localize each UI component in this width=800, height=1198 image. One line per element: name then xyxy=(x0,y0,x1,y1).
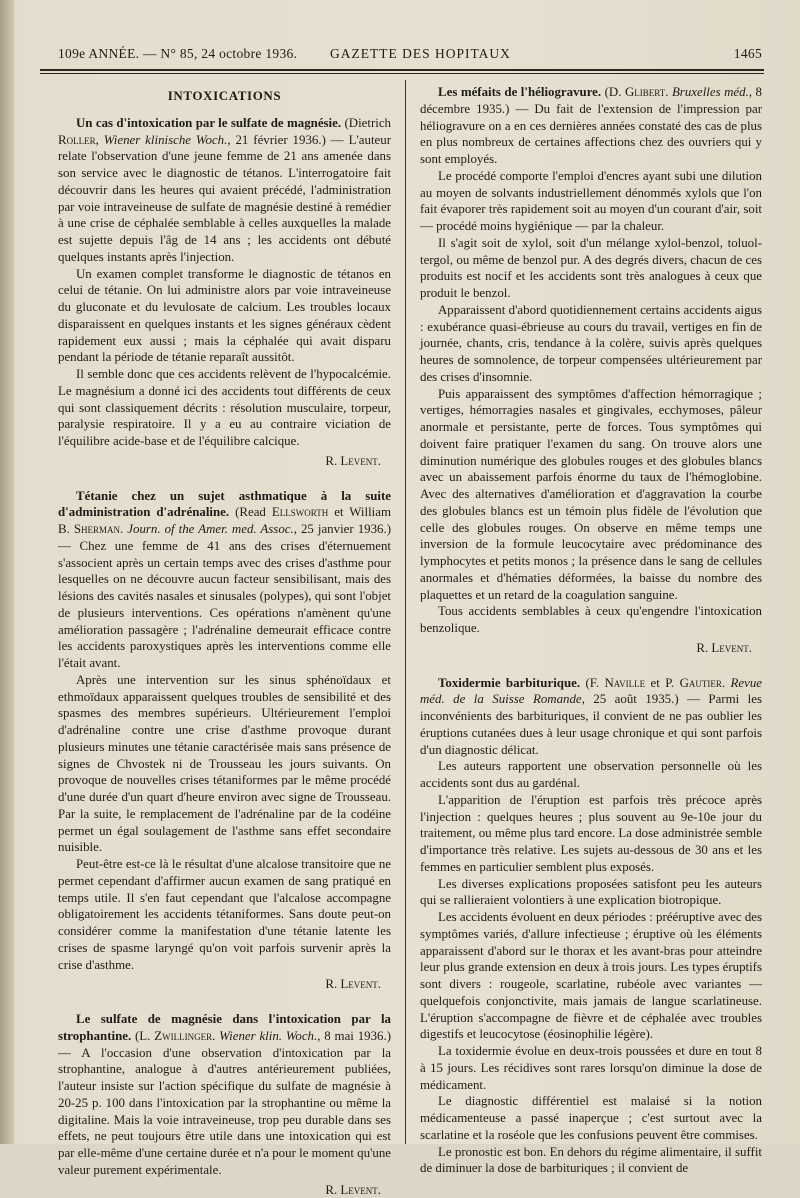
journal-name: GAZETTE DES HOPITAUX xyxy=(330,46,511,62)
article-paragraph: Apparaissent d'abord quotidiennement certains accidents aigus : exubérance quasi-ébrieuse au cours du travail, vertiges en fin de journée, chants, cris, tendance à la colère, suivis après quelques heures de somnolence, de torpeur compensées ultérieurement par des crises d'insomnie. xyxy=(420,302,762,386)
issue-info: 109e ANNÉE. — N° 85, 24 octobre 1936. xyxy=(58,46,297,62)
article-lead-paragraph: Toxidermie barbiturique. (F. Naville et P. Gautier. Revue méd. de la Suisse Romande, 25 août 1935.) — Parmi les inconvénients des barbituriques, il convient de ne pas oublier les éruptions cutanées dues à leur usage chronique et qui sont parfois d'un diagnostic délicat. xyxy=(420,675,762,759)
right-column xyxy=(420,84,762,1144)
article-author: Glibert xyxy=(625,85,665,99)
article-spacer xyxy=(420,657,762,675)
article-paragraph: Il semble donc que ces accidents relèvent de l'hypocalcémie. Le magnésium a donné ici des accidents tout différents de ceux qui sont classiquement décrits : résolution musculaire, torpeur, paralysie respiratoire. Il y a eu au contraire viciation de l'équilibre acide-base et de l'équilibre calcique. xyxy=(58,366,391,450)
article-spacer xyxy=(58,993,391,1011)
article-paragraph: Puis apparaissent des symptômes d'affection hémorragique ; vertiges, hémorragies nasales et gingivales, ecchymoses, pâleur anormale et persistante, perte de forces. Tous symptômes qui doivent faire pratiquer l'examen du sang. On trouve alors une diminution numérique des globules rouges et des globules blancs avec un abaissement parfois énorme du taux de l'hémoglobine. Avec des alternatives d'amélioration et d'aggravation la courbe des globules blancs est un témoin plus fidèle de l'évolution que celle des globules rouges. On observe en même temps une inversion de la formule leucocytaire avec prédominance des lymphocytes et petits monos ; la présence dans le sang de cellules anormales et d'hématies déformées, la baisse du nombre des plaquettes et un retard de la coagulation sanguine. xyxy=(420,386,762,604)
article-paragraph: L'apparition de l'éruption est parfois très précoce après l'injection : quelques heures ; plus souvent au 9e-10e jour du traitement, ou même plus tard encore. La dose administrée semble d'importance très relative. Les sujets au-dessous de 30 ans et les femmes en particulier semblent plus exposés. xyxy=(420,792,762,876)
column-divider xyxy=(405,80,406,1144)
article-paragraph: Le pronostic est bon. En dehors du régime alimentaire, il suffit de diminuer la dose de barbituriques ; il convient de xyxy=(420,1144,762,1178)
article-paragraph: Les accidents évoluent en deux périodes : prééruptive avec des symptômes variés, d'allure infectieuse ; éruptive où les éléments apparaissent d'abord sur le thorax et les avant-bras pour atteindre leur plus grande extension en deux à trois jours. Les types éruptifs sont divers : rougeole, scarlatine, rubéole avec variantes — quelquefois conjonctivite, mais jamais de langue scarlatineuse. L'éruption s'accompagne de fièvre et de céphalée avec troubles digestifs et leucocytose (éosinophilie légère). xyxy=(420,909,762,1043)
article xyxy=(58,115,391,470)
signature-name: R. Levent. xyxy=(325,454,381,468)
article-signature xyxy=(420,640,752,657)
article-author: Naville xyxy=(605,676,646,690)
article-title: Le sulfate de magnésie dans l'intoxication par la strophantine. xyxy=(58,1012,391,1043)
article-coauthor: Gautier xyxy=(680,676,722,690)
article-title: Toxidermie barbiturique. xyxy=(438,676,580,690)
article-lead-paragraph: Le sulfate de magnésie dans l'intoxication par la strophantine. (L. Zwillinger. Wiener klin. Woch., 8 mai 1936.) — A l'occasion d'une observation d'intoxication par la strophantine, analogue à d'autres antérieurement publiées, l'auteur insiste sur l'action spécifique du sulfate de magnésie à 20-25 p. 100 dans l'intoxication par la strophantine ou même la digitaline. Mais la voie intraveineuse, trop peu durable dans ses effets, ne peut toujours être utile dans une intoxication qui est par elle-même d'une certaine durée et n'a pour le moment qu'une valeur purement expérimentale. xyxy=(58,1011,391,1179)
article-journal: Bruxelles méd. xyxy=(672,85,749,99)
article-paragraph: Le procédé comporte l'emploi d'encres ayant subi une dilution au moyen de solvants industriellement dénommés xylols que l'on fait évaporer très rapidement soit au moyen d'un courant d'air, soit — procédé moins hygiénique — par la chaleur. xyxy=(420,168,762,235)
article-lead-paragraph: Tétanie chez un sujet asthmatique à la suite d'administration d'adrénaline. (Read Ellsworth et William B. Sherman. Journ. of the Amer. med. Assoc., 25 janvier 1936.) — Chez une femme de 41 ans des crises d'éternuement s'associent après un certain temps avec des crises d'asthme pour lesquelles on ne découvre aucun facteur sensibilisant, mais des lésions des cavités nasales et sinusales (polypes), qui sont l'objet de plusieurs interventions. Ces opérations n'amènent qu'une amélioration passagère ; l'adrénaline demeurait efficace contre les accidents paroxystiques après les interventions comme elle l'était avant. xyxy=(58,488,391,672)
running-header xyxy=(40,42,762,68)
article-journal: Journ. of the Amer. med. Assoc. xyxy=(127,522,293,536)
article xyxy=(58,1011,391,1198)
article xyxy=(58,488,391,994)
article-coauthor: Sherman xyxy=(74,522,120,536)
article-lead-paragraph: Les méfaits de l'héliogravure. (D. Glibert. Bruxelles méd., 8 décembre 1935.) — Du fait de l'extension de l'impression par héliogravure on a en ces dernières années constaté des cas de plus en plus nombreux de certaines affections chez des ouvriers qui y sont employés. xyxy=(420,84,762,168)
article-paragraph: Les auteurs rapportent une observation personnelle où les accidents sont dus au gardénal. xyxy=(420,758,762,792)
article-signature xyxy=(58,976,381,993)
article-paragraph: Le diagnostic différentiel est malaisé si la notion médicamenteuse a passé inaperçue ; c'est surtout avec la scarlatine et la roséole que les confusions peuvent être commises. xyxy=(420,1093,762,1143)
signature-name: R. Levent. xyxy=(696,641,752,655)
header-rule-thin xyxy=(40,73,764,74)
article-journal: Wiener klin. Woch. xyxy=(219,1029,317,1043)
page-binding-edge xyxy=(0,0,14,1144)
article-paragraph: Après une intervention sur les sinus sphénoïdaux et ethmoïdaux apparaissent quelques troubles de sensibilité et des spasmes des membres supérieurs. Ultérieurement l'emploi d'adrénaline contre une crise d'asthme provoque durant plusieurs minutes une tétanie caractérisée mais sans présence de signes de Chvostek ni de Trousseau les jours suivants. On provoque de nouvelles crises tétaniformes par le même procédé d'une durée d'un quart d'heure environ avec signe de Trousseau. Par la suite, le remplacement de l'adrénaline par de la codéine permet un égal soulagement de l'asthme sans effet secondaire nuisible. xyxy=(58,672,391,856)
article-journal: Wiener klinische Woch. xyxy=(104,133,228,147)
signature-name: R. Levent. xyxy=(325,977,381,991)
article-paragraph: La toxidermie évolue en deux-trois poussées et dure en tout 8 à 15 jours. Les récidives sont rares lorsqu'on diminue la dose de médicament. xyxy=(420,1043,762,1093)
article xyxy=(420,84,762,657)
header-rule-thick xyxy=(40,69,764,71)
left-column xyxy=(58,84,391,1144)
article-paragraph: Peut-être est-ce là le résultat d'une alcalose transitoire que ne permet cependant d'affirmer aucun examen de sang pratiqué en temps utile. Il s'en faut cependant que l'alcalose accompagne obligatoirement les accidents tétaniformes. Sans doute peut-on considérer comme la manifestation d'une tétanie latente les crises de spasme laryngé qu'on voit parfois survenir après la crise d'asthme. xyxy=(58,856,391,973)
signature-name: R. Levent. xyxy=(325,1183,381,1197)
article xyxy=(420,675,762,1178)
article-paragraph: Il s'agit soit de xylol, soit d'un mélange xylol-benzol, toluol-tergol, ou même de benzol pur. A des degrés divers, chacun de ces produits est nocif et les accidents sont très analogues à ceux que produit le benzol. xyxy=(420,235,762,302)
article-signature xyxy=(58,453,381,470)
article-signature xyxy=(58,1182,381,1198)
article-paragraph: Les diverses explications proposées satisfont peu les auteurs qui se rallieraient volontiers à une explication biotropique. xyxy=(420,876,762,910)
article-journal: Revue méd. de la Suisse Romande xyxy=(420,676,762,707)
article-author: Roller xyxy=(58,133,96,147)
page-number: 1465 xyxy=(734,46,762,62)
article-spacer xyxy=(58,470,391,488)
article-title: Les méfaits de l'héliogravure. xyxy=(438,85,601,99)
article-author: Ellsworth xyxy=(272,505,328,519)
article-lead-paragraph: Un cas d'intoxication par le sulfate de magnésie. (Dietrich Roller, Wiener klinische Woch., 21 février 1936.) — L'auteur relate l'observation d'une jeune femme de 21 ans amenée dans son service avec le diagnostic de tétanos. L'interrogatoire fait découvrir dans les heures qui avaient précédé, l'administration par voie intraveineuse de sulfate de magnésie destiné à remédier à une crise de céphalée semblable à celles auxquelles la malade est sujette depuis l'âg de 14 ans ; les accidents ont débuté quelques instants après l'injection. xyxy=(58,115,391,266)
article-paragraph: Tous accidents semblables à ceux qu'engendre l'intoxication benzolique. xyxy=(420,603,762,637)
article-paragraph: Un examen complet transforme le diagnostic de tétanos en celui de tétanie. On lui administre alors par voie intraveineuse du gluconate et du levulosate de calcium. Les troubles locaux disparaissent en quelques instants et les signes généraux cèdent rapidement eux aussi ; mais la céphalée qui avait disparu pendant la période de tétanie reparaît aussitôt. xyxy=(58,266,391,367)
article-author: Zwillinger xyxy=(154,1029,212,1043)
article-title: Tétanie chez un sujet asthmatique à la suite d'administration d'adrénaline. xyxy=(58,489,391,520)
section-title: INTOXICATIONS xyxy=(58,88,391,105)
article-title: Un cas d'intoxication par le sulfate de magnésie. xyxy=(76,116,341,130)
